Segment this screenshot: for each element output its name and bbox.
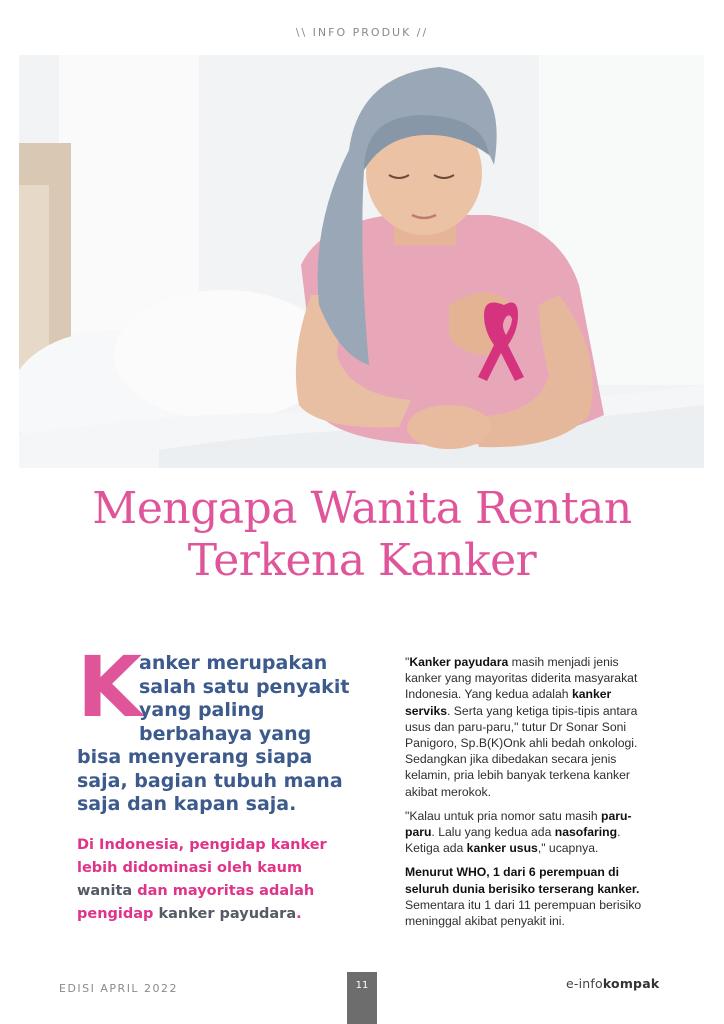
text-run: masih menjadi jenis kanker yang mayoritas diderita masyarakat Indonesia. Yang kedua adalah	[405, 655, 638, 702]
bold-run: Menurut WHO, 1 dari 6 perempuan di seluruh dunia berisiko terserang kanker.	[405, 865, 640, 896]
pull-quote-part2: wanita	[77, 883, 133, 899]
drop-cap: K	[77, 638, 143, 736]
article-title-line2: Terkena Kanker	[187, 535, 537, 586]
section-label: \\ INFO PRODUK //	[295, 26, 429, 39]
text-run: . Serta yang ketiga tipis-tipis antara usus dan paru-paru," tutur Dr Sonar Soni Panigoro, Sp.B(K)Onk ahli bedah onkologi. Sedangkan jika dibedakan secara jenis kelamin, pria lebih banyak terkena kanker akibat merokok.	[405, 703, 638, 799]
text-run: ," ucapnya.	[537, 841, 599, 856]
page-number: 11	[347, 972, 377, 1024]
article-title	[0, 483, 724, 587]
text-run: . Lalu yang kedua ada	[431, 825, 555, 840]
bold-run: kanker usus	[466, 841, 538, 856]
text-run: . Ketiga ada	[405, 825, 621, 856]
text-run: Sementara itu 1 dari 11 perempuan berisiko meninggal akibat penyakit ini.	[405, 897, 642, 929]
lead-text: anker merupakan salah satu penyakit yang paling berbahaya yang bisa menyerang siapa saja, bagian tubuh mana saja dan kapan saja.	[77, 652, 350, 815]
pull-quote	[77, 834, 347, 926]
pull-quote-part5: .	[296, 906, 302, 922]
brand-suffix: kompak	[602, 976, 660, 991]
brand-logo	[566, 976, 659, 991]
body-paragraph-1	[405, 654, 650, 800]
bold-run: nasofaring	[554, 825, 618, 840]
hero-image	[19, 55, 704, 468]
bold-run: kanker serviks	[405, 687, 612, 718]
text-run: "	[405, 655, 410, 669]
edition-label: EDISI APRIL 2022	[59, 982, 179, 995]
pull-quote-part1: Di Indonesia, pengidap kanker lebih didominasi oleh kaum	[77, 837, 327, 876]
hero-illustration	[19, 55, 704, 468]
text-run: "Kalau untuk pria nomor satu masih	[405, 808, 602, 823]
body-paragraph-3	[405, 864, 650, 929]
bold-run: paru-paru	[405, 808, 632, 840]
body-column	[405, 654, 650, 937]
pull-quote-part3: dan mayoritas adalah pengidap	[77, 883, 315, 922]
body-paragraph-2	[405, 808, 650, 857]
brand-prefix: e-info	[566, 976, 603, 991]
pull-quote-part4: kanker payudara	[153, 906, 297, 922]
lead-paragraph	[77, 638, 357, 817]
article-title-line1: Mengapa Wanita Rentan	[92, 483, 632, 534]
bold-run: Kanker payudara	[409, 655, 509, 669]
